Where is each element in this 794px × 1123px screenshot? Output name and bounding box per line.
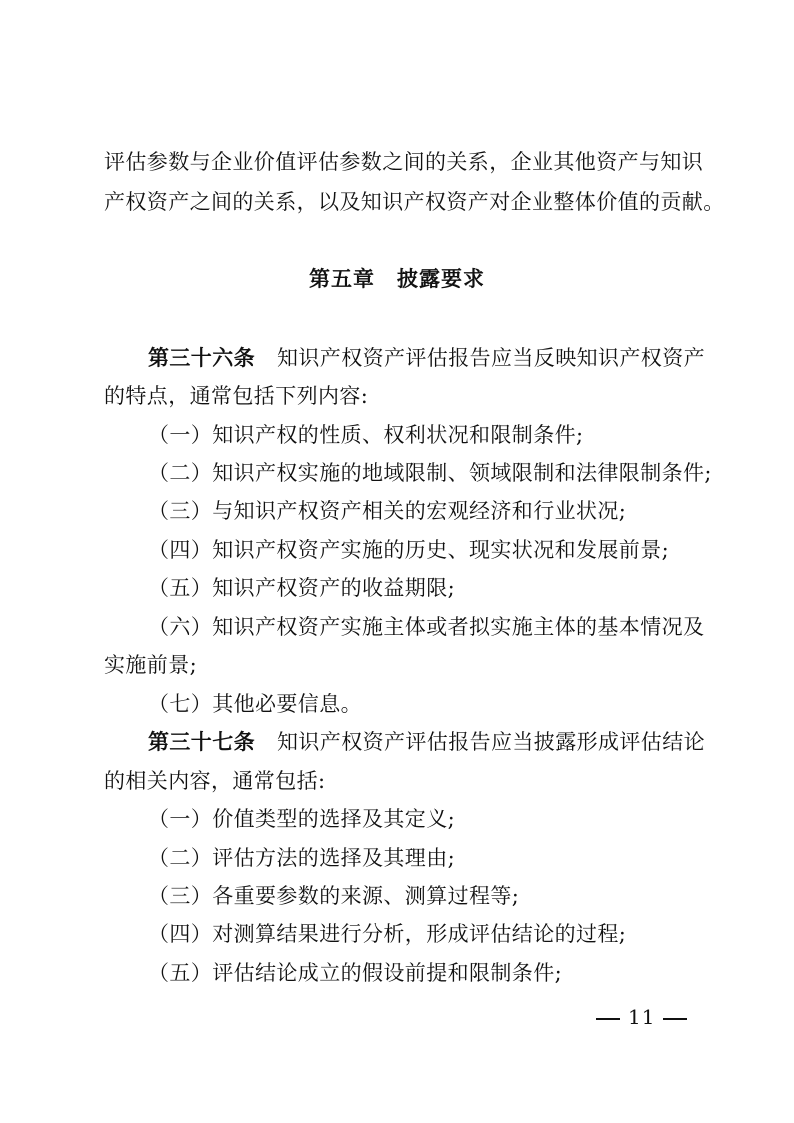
page-number-value: 11 <box>628 1005 656 1029</box>
list-item: （六）知识产权资产实施主体或者拟实施主体的基本情况及 <box>148 615 705 639</box>
list-item: （七）其他必要信息。 <box>148 692 362 716</box>
list-item: （一）价值类型的选择及其定义; <box>148 807 456 831</box>
list-item-continuation: 实施前景; <box>104 653 198 677</box>
paragraph-line: 评估参数与企业价值评估参数之间的关系，企业其他资产与知识 <box>104 150 704 174</box>
page-number <box>596 1002 687 1032</box>
list-item: （二）评估方法的选择及其理由; <box>148 846 456 870</box>
list-item: （二）知识产权实施的地域限制、领域限制和法律限制条件; <box>148 461 712 485</box>
article-36-first-line <box>148 343 705 373</box>
paragraph-line: 的特点，通常包括下列内容: <box>104 384 369 408</box>
paragraph-line: 产权资产之间的关系，以及知识产权资产对企业整体价值的贡献。 <box>104 190 725 214</box>
article-37-first-line <box>148 727 705 757</box>
list-item: （四）对测算结果进行分析，形成评估结论的过程; <box>148 922 627 946</box>
list-item: （四）知识产权资产实施的历史、现实状况和发展前景; <box>148 538 670 562</box>
chapter-title: 第五章 披露要求 <box>309 267 485 291</box>
dash-right <box>663 1018 687 1020</box>
article-36-label: 第三十六条 <box>148 346 255 370</box>
article-37-label: 第三十七条 <box>148 730 255 754</box>
list-item: （五）知识产权资产的收益期限; <box>148 576 456 600</box>
list-item: （三）与知识产权资产相关的宏观经济和行业状况; <box>148 499 627 523</box>
paragraph-line: 的相关内容，通常包括: <box>104 769 326 793</box>
list-item: （一）知识产权的性质、权利状况和限制条件; <box>148 423 584 447</box>
list-item: （三）各重要参数的来源、测算过程等; <box>148 884 520 908</box>
article-37-text: 知识产权资产评估报告应当披露形成评估结论 <box>277 730 705 754</box>
list-item: （五）评估结论成立的假设前提和限制条件; <box>148 961 563 985</box>
article-36-text: 知识产权资产评估报告应当反映知识产权资产 <box>277 346 705 370</box>
dash-left <box>596 1018 620 1020</box>
